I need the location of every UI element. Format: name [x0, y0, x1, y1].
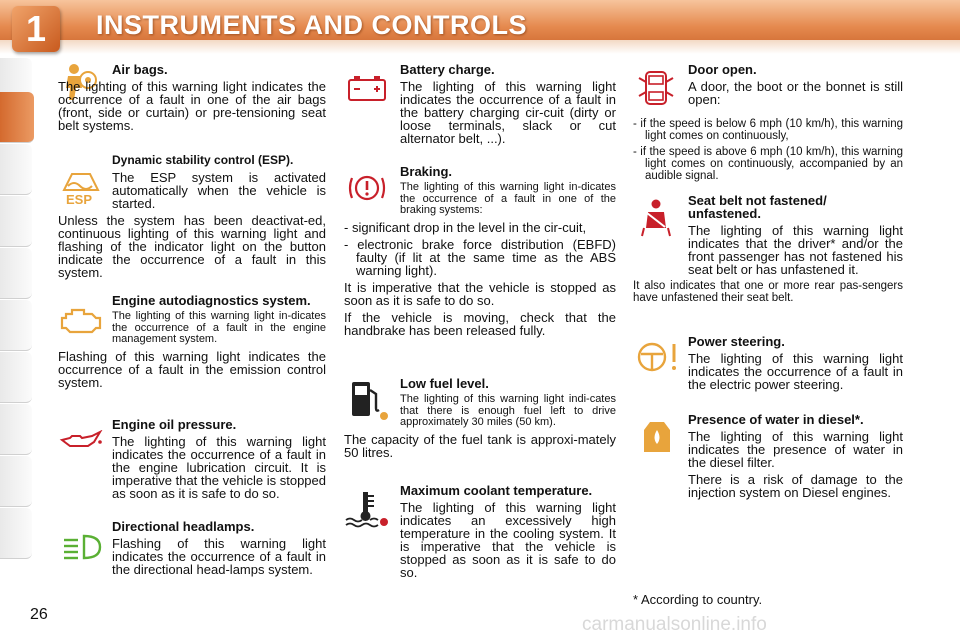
engine-diag-title: Engine autodiagnostics system.: [112, 293, 311, 308]
page-number: 26: [30, 606, 48, 623]
section-battery: [344, 63, 616, 149]
section-door: [633, 63, 903, 186]
braking-text3: If the vehicle is moving, check that the handbrake has been released fully.: [344, 309, 616, 338]
braking-text: The lighting of this warning light in-dicates the occurrence of a fault in one of the braking systems:: [400, 181, 616, 216]
engine-diag-text: The lighting of this warning light in-dicates the occurrence of a fault in the engine management system.: [112, 310, 326, 345]
chapter-tab[interactable]: [0, 144, 32, 195]
section-coolant: [344, 484, 616, 583]
door-item: - if the speed is above 6 mph (10 km/h), this warning light comes on continuously, accompanied by an audible signal.: [633, 146, 903, 182]
section-seatbelt: [633, 194, 903, 308]
section-headlamps: [58, 520, 326, 580]
chapter-number: 1: [25, 8, 47, 49]
chapter-tab-active[interactable]: [0, 92, 34, 143]
engine-diag-text2: Flashing of this warning light indicates the occurrence of a fault in the emission control system.: [58, 348, 326, 390]
headlamps-text: Flashing of this warning light indicates the occurrence of a fault in the directional head-lamps system.: [112, 536, 326, 577]
steering-title: Power steering.: [688, 334, 785, 349]
braking-item: - significant drop in the level in the cir-cuit,: [344, 219, 587, 235]
coolant-title: Maximum coolant temperature.: [400, 483, 593, 498]
chapter-badge: [12, 6, 60, 52]
braking-item: - electronic brake force distribution (EBFD) faulty (if lit at the same time as the ABS warning light).: [344, 236, 616, 278]
chapter-tab[interactable]: [0, 404, 32, 455]
oil-text: The lighting of this warning light indicates the occurrence of a fault in the engine lubrication circuit. It is imperative that the vehicle is stopped as soon as it is safe to do so.: [112, 434, 326, 501]
headlamps-title: Directional headlamps.: [112, 519, 255, 534]
chapter-tab[interactable]: [0, 248, 32, 299]
page-title: INSTRUMENTS AND CONTROLS: [96, 10, 527, 40]
esp-icon-label: ESP: [66, 192, 93, 206]
esp-text2: Unless the system has been deactivat-ed, continuous lighting of this warning light and flashing of the indicator light on the button indicate the occurrence of a fault in this system.: [58, 213, 326, 280]
section-water-diesel: [633, 413, 903, 503]
door-item: - if the speed is below 6 mph (10 km/h), this warning light comes on continuously,: [633, 118, 903, 142]
chapter-tabs: [0, 58, 34, 578]
water-diesel-title: Presence of water in diesel*.: [688, 412, 864, 427]
fuel-title: Low fuel level.: [400, 376, 489, 391]
fuel-text2: The capacity of the fuel tank is approxi-mately 50 litres.: [344, 431, 616, 460]
seatbelt-text: The lighting of this warning light indicates that the driver* and/or the front passenger has not fastened his seat belt or has unfastened it.: [688, 223, 903, 277]
steering-text: The lighting of this warning light indicates the occurrence of a fault in the electric power steering.: [688, 351, 903, 392]
seatbelt-text2: It also indicates that one or more rear pas-sengers have unfastened their seat belt.: [633, 280, 903, 304]
section-fuel: [344, 377, 616, 463]
oil-title: Engine oil pressure.: [112, 417, 237, 432]
water-diesel-text: The lighting of this warning light indicates the presence of water in the diesel filter.: [688, 429, 903, 470]
section-airbags: [58, 63, 326, 136]
section-engine-diag: [58, 294, 326, 393]
section-steering: [633, 335, 903, 395]
section-braking: [344, 165, 616, 341]
braking-title: Braking.: [400, 164, 453, 179]
seatbelt-title: Seat belt not fastened/ unfastened.: [688, 193, 827, 221]
footnote: * According to country.: [633, 592, 763, 607]
airbags-title: Air bags.: [112, 62, 168, 77]
chapter-tab[interactable]: [0, 456, 32, 507]
esp-title: Dynamic stability control (ESP).: [112, 153, 294, 167]
chapter-tab[interactable]: [0, 300, 32, 351]
water-diesel-text2: There is a risk of damage to the injection system on Diesel engines.: [688, 472, 903, 500]
door-text: A door, the boot or the bonnet is still open:: [688, 79, 903, 107]
airbags-text: The lighting of this warning light indicates the occurrence of a fault in one of the air bags (front, side or curtain) or pre-tensioning seat belt systems.: [58, 79, 326, 133]
section-oil: [58, 418, 326, 504]
header-curve: [0, 40, 960, 54]
battery-title: Battery charge.: [400, 62, 495, 77]
chapter-tab[interactable]: [0, 352, 32, 403]
coolant-text: The lighting of this warning light indicates an excessively high temperature in the cooling system. It is imperative that the vehicle is stopped as soon as it is safe to do so.: [400, 500, 616, 580]
fuel-text: The lighting of this warning light indi-cates that there is enough fuel left to drive approximately 30 miles (50 km).: [400, 393, 616, 428]
braking-text2: It is imperative that the vehicle is stopped as soon as it is safe to do so.: [344, 279, 616, 308]
section-esp: [58, 154, 326, 283]
battery-text: The lighting of this warning light indicates the occurrence of a fault in the battery charging cir-cuit (dirty or loose terminals, slack or cut alternator belt, ...).: [400, 79, 616, 146]
esp-text: The ESP system is activated automatically when the vehicle is started.: [112, 170, 326, 211]
door-title: Door open.: [688, 62, 757, 77]
chapter-tab[interactable]: [0, 196, 32, 247]
chapter-tab[interactable]: [0, 508, 32, 559]
watermark: carmanualsonline.info: [582, 614, 767, 635]
